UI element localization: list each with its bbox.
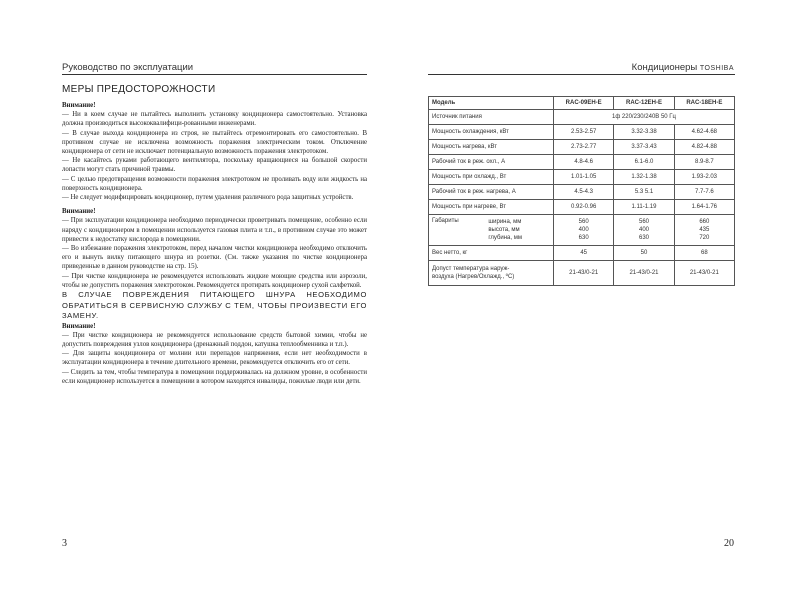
table-cell: 4.82-4.88	[674, 140, 734, 155]
paragraph: — При эксплуатации кондиционера необходимо периодически проветривать помещение, особенно если наряду с кондиционером в помещении используется газовая плита и т.п., в противном случае это может привести к недостатку кислорода в помещении.	[62, 217, 367, 243]
header-cell: RAC-09EH-E	[554, 97, 614, 110]
section-title: МЕРЫ ПРЕДОСТОРОЖНОСТИ	[62, 84, 216, 95]
row-label	[429, 215, 554, 246]
paragraph: — Не следует модифицировать кондиционер, путем удаления различного рода защитных устройств.	[62, 194, 354, 202]
table-cell: 21-43/0-21	[554, 261, 614, 286]
table-cell: 45	[554, 246, 614, 261]
dims-label: Габариты	[432, 218, 459, 224]
table-cell	[554, 215, 614, 246]
table-row	[429, 261, 735, 286]
table-cell: 21-43/0-21	[614, 261, 674, 286]
table-cell: 2.73-2.77	[554, 140, 614, 155]
right-header-rule	[428, 74, 735, 75]
table-cell: 0.92-0.96	[554, 200, 614, 215]
right-page-number: 20	[724, 538, 734, 549]
table-row-dimensions	[429, 215, 735, 246]
table-cell: 21-43/0-21	[674, 261, 734, 286]
row-label: Источник питания	[429, 110, 554, 125]
paragraph: — При чистке кондиционера не рекомендуется использовать жидкие моющие средства или аэрозоли, чтобы не допустить поражения электротоком. Рекомендуется протирать кондиционер сухой салфеткой.	[62, 272, 367, 289]
spec-table	[428, 96, 735, 286]
right-page	[396, 0, 792, 612]
table-cell: 5.3 5.1	[614, 185, 674, 200]
paragraph: — В случае выхода кондиционера из строя, не пытайтесь отремонтировать его самостоятельно. В противном случае не исключена возможность поражения электрическим током. Отключение кондиционера от сети не исключает потенциальную возможность поражения электротоком.	[62, 129, 367, 156]
dims-sub-width: ширина, мм	[488, 219, 522, 225]
row-label: Рабочий ток в реж. охл., А	[429, 155, 554, 170]
table-row	[429, 110, 735, 125]
table-row	[429, 140, 735, 155]
paragraph: — Следить за тем, чтобы температура в помещении поддерживалась на должном уровне, в особенности если кондиционер используется в помещении в котором находятся инвалиды, пожилые люди или дети.	[62, 368, 367, 385]
dim-value: 630	[578, 235, 589, 241]
dims-sub-depth: глубина, мм	[488, 235, 522, 241]
dim-value: 400	[578, 227, 589, 233]
warning-label-2: Внимание!	[62, 208, 96, 216]
dim-value: 560	[578, 219, 589, 225]
temp-label-line1: Допуст температура наруж-	[432, 266, 510, 272]
dim-value: 400	[638, 227, 649, 233]
table-cell: 4.5-4.3	[554, 185, 614, 200]
table-row	[429, 125, 735, 140]
table-row	[429, 185, 735, 200]
header-cell: RAC-12EH-E	[614, 97, 674, 110]
table-cell: 1.32-1.38	[614, 170, 674, 185]
table-cell	[614, 215, 674, 246]
dims-sub-height: высота, мм	[488, 227, 520, 233]
row-label: Вес нетто, кг	[429, 246, 554, 261]
dim-value: 630	[638, 235, 649, 241]
warning-label-3: Внимание!	[62, 322, 96, 330]
table-row	[429, 155, 735, 170]
paragraph: — Для защиты кондиционера от молнии или перепадов напряжения, если нет необходимости в эксплуатации кондиционера в течение длительного времени, рекомендуется отключить его от сети.	[62, 350, 367, 367]
table-row	[429, 246, 735, 261]
table-cell: 3.37-3.43	[614, 140, 674, 155]
table-cell: 8.9-8.7	[674, 155, 734, 170]
table-cell: 1.93-2.03	[674, 170, 734, 185]
right-header-text: Кондиционеры	[631, 62, 698, 73]
warning-label-1: Внимание!	[62, 102, 96, 109]
table-row	[429, 170, 735, 185]
paragraph: — Во избежание поражения электротоком, перед началом чистки кондиционера необходимо отключить его и вынуть вилку питающего шнура из розетки. (См. также указания по чистке кондиционера приведенные в данном руководстве на стр. 15).	[62, 245, 367, 271]
table-row	[429, 200, 735, 215]
paragraph: — С целью предотвращения возможности поражения электротоком не проливать воду или жидкость на поверхность кондиционера.	[62, 175, 367, 192]
header-cell: Модель	[429, 97, 554, 110]
row-label: Мощность нагрева, кВт	[429, 140, 554, 155]
power-value: 1ф 220/230/240В 50 Гц	[554, 110, 735, 125]
table-cell: 7.7-7.6	[674, 185, 734, 200]
table-cell: 2.53-2.57	[554, 125, 614, 140]
table-header-row	[429, 97, 735, 110]
paragraph: — Ни в коем случае не пытайтесь выполнить установку кондиционера самостоятельно. Установка должна производиться высококвалифици-рованными инженерами.	[62, 111, 367, 128]
table-cell: 6.1-6.0	[614, 155, 674, 170]
row-label: Мощность охлаждения, кВт	[429, 125, 554, 140]
left-page-number: 3	[62, 538, 67, 549]
left-header: Руководство по эксплуатации	[62, 62, 194, 73]
dim-value: 720	[699, 235, 710, 241]
left-body-text	[62, 101, 367, 386]
row-label: Рабочий ток в реж. нагрева, А	[429, 185, 554, 200]
temp-label-line2: воздуха (Нагрев/Охлажд., ºС)	[432, 274, 515, 280]
header-cell: RAC-18EH-E	[674, 97, 734, 110]
table-cell: 50	[614, 246, 674, 261]
table-cell: 1.64-1.76	[674, 200, 734, 215]
table-cell: 1.11-1.19	[614, 200, 674, 215]
row-label	[429, 261, 554, 286]
table-cell: 4.8-4.6	[554, 155, 614, 170]
table-cell: 3.32-3.38	[614, 125, 674, 140]
paragraph: — При чистке кондиционера не рекомендуется использование средств бытовой химии, чтобы не допустить повреждения узлов кондиционера (дренажный поддон, катушка теплообменника и т.п.).	[62, 331, 367, 348]
brand-name: TOSHIBA	[699, 65, 734, 72]
row-label: Мощность при нагреве, Вт	[429, 200, 554, 215]
left-header-rule	[62, 74, 367, 75]
dim-value: 560	[638, 219, 649, 225]
dim-value: 660	[699, 219, 710, 225]
paragraph: — Не касайтесь руками работающего вентилятора, поскольку вращающиеся на большой скорости лопасти могут стать причиной травмы.	[62, 157, 367, 174]
dims-sublabels	[488, 218, 522, 242]
table-cell: 4.62-4.68	[674, 125, 734, 140]
table-cell: 1.01-1.05	[554, 170, 614, 185]
table-cell: 68	[674, 246, 734, 261]
caps-notice: В СЛУЧАЕ ПОВРЕЖДЕНИЯ ПИТАЮЩЕГО ШНУРА НЕОБХОДИМО ОБРАТИТЬСЯ В СЕРВИСНУЮ СЛУЖБУ С ТЕМ, ЧТОБЫ ПРОИЗВЕСТИ ЕГО ЗАМЕНУ.	[62, 290, 367, 321]
row-label: Мощность при охлажд., Вт	[429, 170, 554, 185]
dim-value: 435	[699, 227, 710, 233]
right-header	[632, 62, 734, 73]
table-cell	[674, 215, 734, 246]
